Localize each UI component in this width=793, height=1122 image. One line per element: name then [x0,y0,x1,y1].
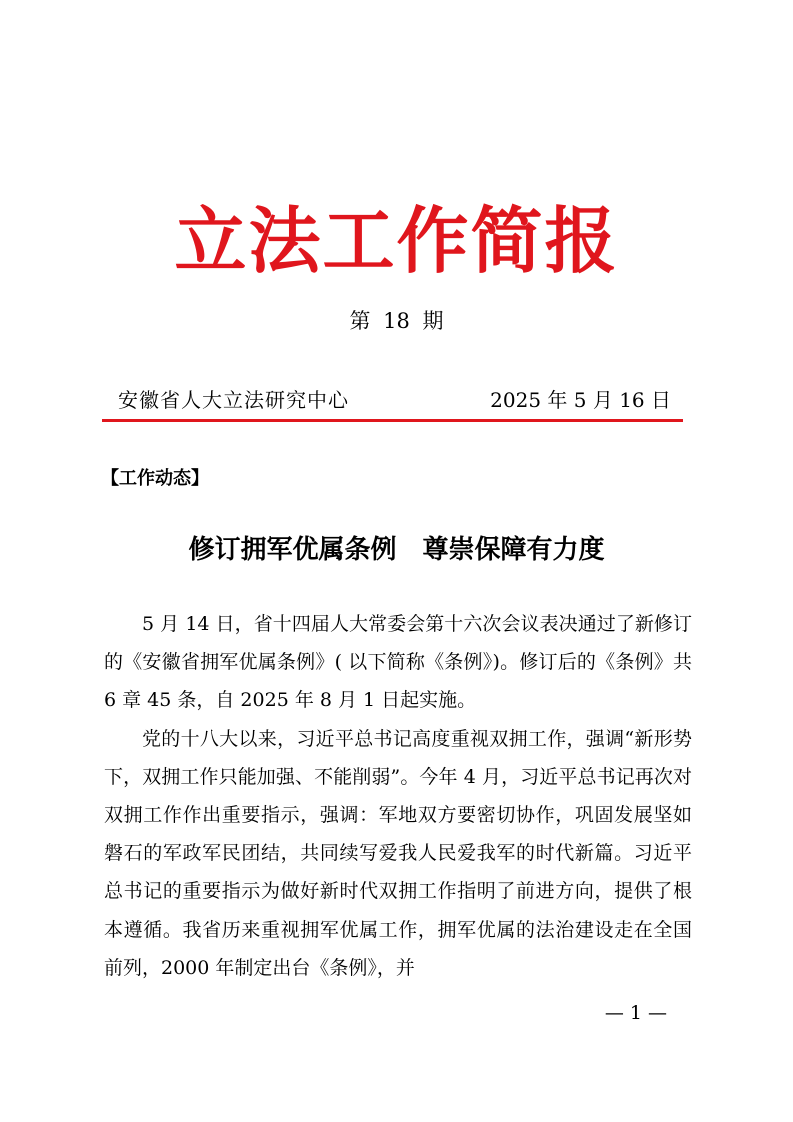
article-body [104,605,692,987]
page-number: — 1 — [604,1002,667,1024]
issuer-organization: 安徽省人大立法研究中心 [118,388,349,412]
red-separator-rule [102,419,683,422]
paragraph: 5 月 14 日，省十四届人大常委会第十六次会议表决通过了新修订的《安徽省拥军优属条例》( 以下简称《条例》)。修订后的《条例》共 6 章 45 条，自 2025 年 8 月 1 日起实施。 [104,613,692,712]
section-tag: 【工作动态】 [101,468,209,489]
issue-number: 第 18 期 [349,309,444,333]
article-title: 修订拥军优属条例 尊崇保障有力度 [188,535,605,565]
masthead-title: 立法工作简报 [174,198,619,283]
issue-date: 2025 年 5 月 16 日 [490,388,671,412]
paragraph: 党的十八大以来，习近平总书记高度重视双拥工作，强调“新形势下，双拥工作只能加强、不能削弱”。今年 4 月，习近平总书记再次对双拥工作作出重要指示，强调：军地双方要密切协作，巩固发展坚如磐石的军政军民团结，共同续写爱我人民爱我军的时代新篇。习近平总书记的重要指示为做好新时代双拥工作指明了前进方向，提供了根本遵循。我省历来重视拥军优属工作，拥军优属的法治建设走在全国前列，2000 年制定出台《条例》，并 [104,727,692,979]
